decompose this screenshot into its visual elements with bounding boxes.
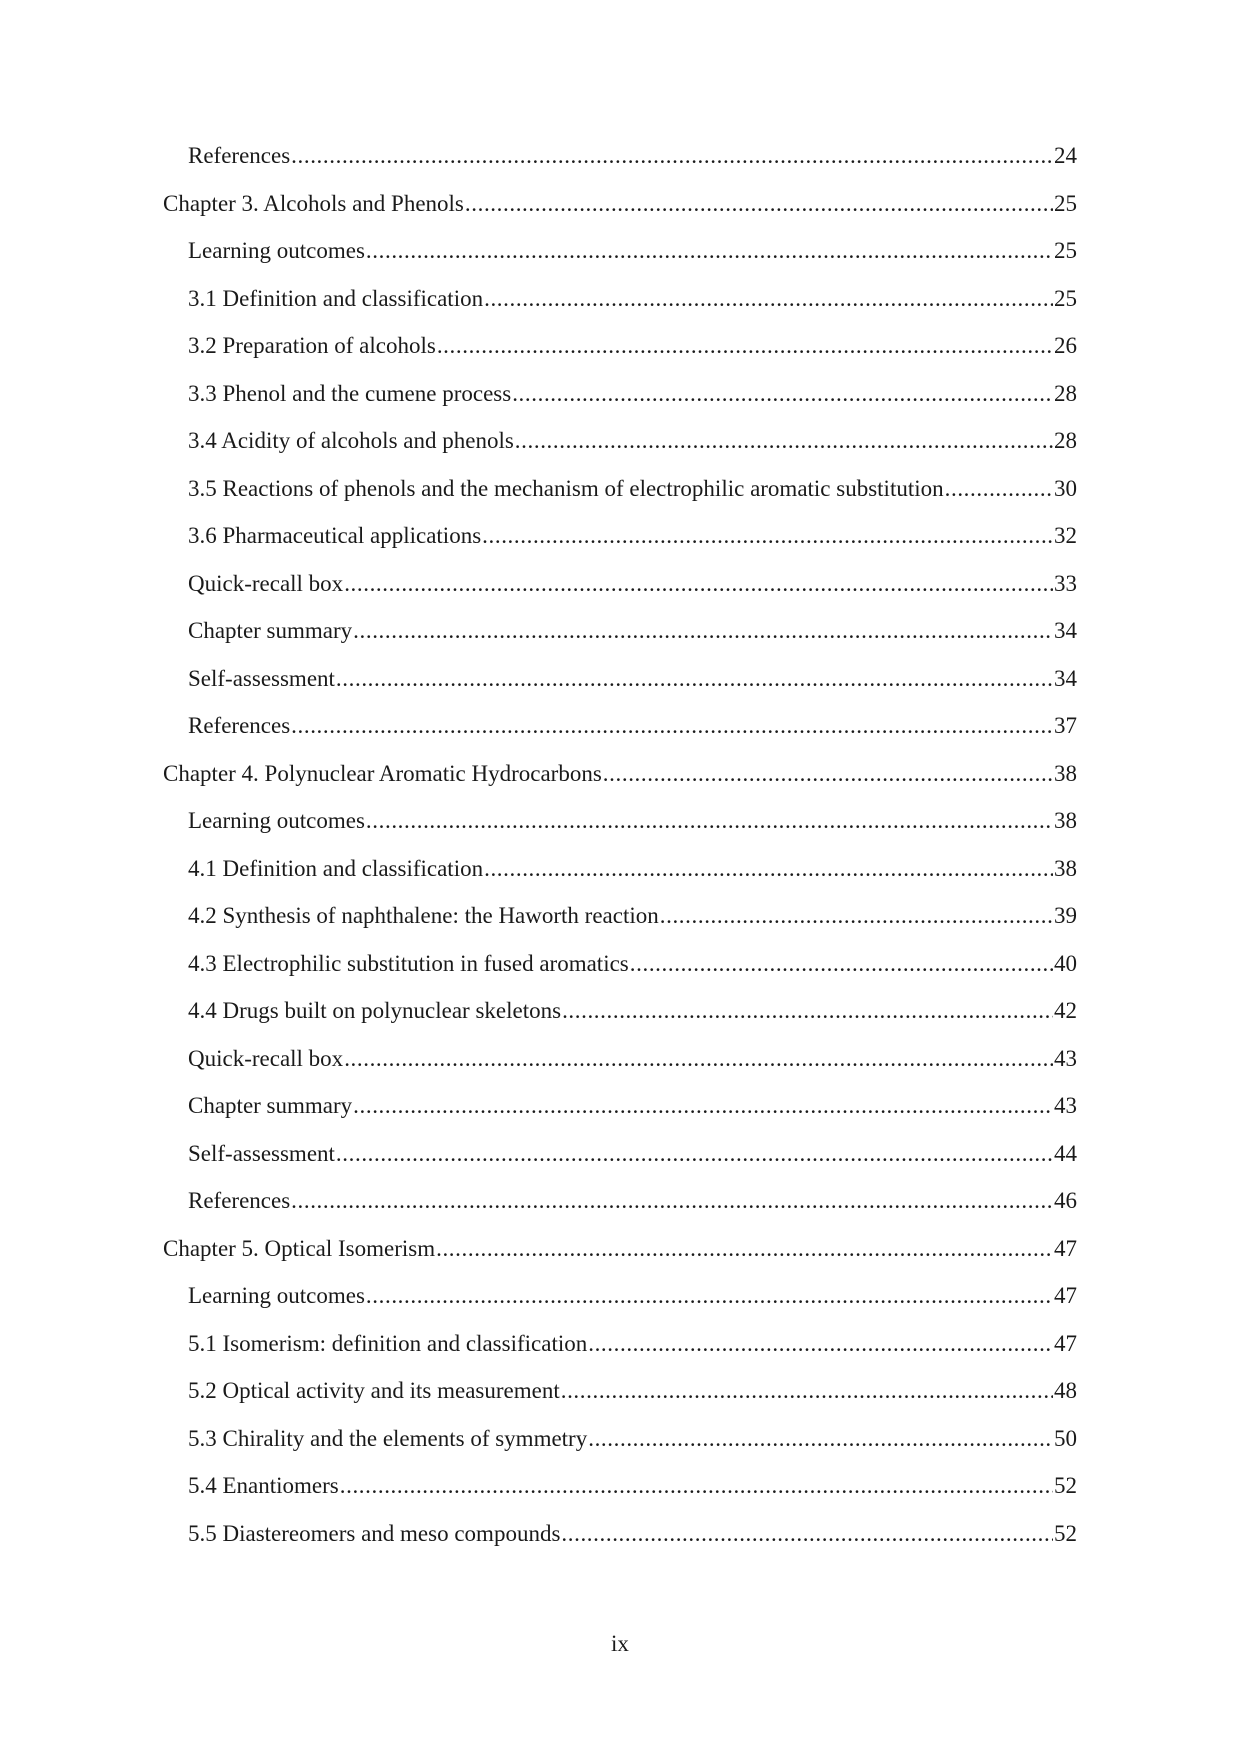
toc-entry-page-number: 47: [1054, 1330, 1077, 1356]
toc-entry[interactable]: [0, 1282, 1240, 1330]
toc-entry[interactable]: [0, 617, 1240, 665]
dot-leader: [340, 1472, 1053, 1500]
toc-chapter-entry[interactable]: [0, 190, 1240, 238]
dot-leader: [482, 522, 1053, 550]
toc-entry-title: 3.3 Phenol and the cumene process: [188, 380, 512, 406]
toc-entry[interactable]: [0, 1140, 1240, 1188]
toc-entry[interactable]: [0, 950, 1240, 998]
toc-entry-title: 4.4 Drugs built on polynuclear skeletons: [188, 998, 562, 1023]
toc-entry[interactable]: [0, 1472, 1240, 1520]
toc-entry-title: 3.6 Pharmaceutical applications: [188, 523, 482, 548]
toc-entry-line: [188, 1377, 1077, 1405]
toc-entry-line: [188, 237, 1077, 265]
toc-entry-page-number: 30: [1054, 475, 1077, 501]
toc-entry-page-number: 37: [1054, 713, 1077, 738]
toc-entry-line: [188, 1330, 1077, 1358]
toc-entry[interactable]: [0, 807, 1240, 855]
toc-entry-line: [163, 1235, 1077, 1263]
dot-leader: [291, 1187, 1053, 1215]
toc-entry-title: Chapter 4. Polynuclear Aromatic Hydrocarbons: [163, 760, 602, 786]
toc-entry-page-number: 40: [1054, 950, 1077, 976]
toc-entry-page-number: 38: [1054, 760, 1077, 786]
toc-entry[interactable]: [0, 1425, 1240, 1473]
toc-entry-title: 5.4 Enantiomers: [188, 1473, 339, 1498]
toc-entry-title: Learning outcomes: [188, 808, 365, 833]
toc-entry-page-number: 39: [1054, 903, 1077, 928]
toc-entry[interactable]: [0, 712, 1240, 760]
toc-entry-title: Chapter summary: [188, 618, 353, 643]
toc-entry[interactable]: [0, 142, 1240, 190]
dot-leader: [561, 1520, 1053, 1548]
toc-entry-line: [188, 1140, 1077, 1168]
toc-entry-page-number: 46: [1054, 1188, 1077, 1213]
toc-entry-title: References: [188, 143, 291, 168]
toc-entry-line: [188, 427, 1077, 455]
toc-entry-page-number: 34: [1054, 618, 1077, 643]
dot-leader: [366, 237, 1053, 265]
toc-entry-page-number: 42: [1054, 998, 1077, 1023]
toc-entry[interactable]: [0, 427, 1240, 475]
dot-leader: [353, 617, 1053, 645]
toc-entry-page-number: 25: [1054, 190, 1077, 216]
dot-leader: [561, 1377, 1053, 1405]
toc-entry-page-number: 24: [1054, 143, 1077, 168]
toc-entry[interactable]: [0, 522, 1240, 570]
dot-leader: [562, 997, 1053, 1025]
toc-entry-title: Chapter summary: [188, 1093, 353, 1118]
toc-entry-title: Chapter 5. Optical Isomerism: [163, 1235, 436, 1261]
toc-entry-title: Self-assessment: [188, 1140, 335, 1166]
toc-entry-line: [188, 712, 1077, 740]
page-number: ix: [611, 1631, 629, 1656]
table-of-contents: [0, 142, 1240, 1567]
toc-entry-page-number: 48: [1054, 1378, 1077, 1403]
toc-entry-title: 3.2 Preparation of alcohols: [188, 333, 436, 358]
dot-leader: [660, 902, 1053, 930]
dot-leader: [512, 380, 1053, 408]
toc-entry-line: [188, 332, 1077, 360]
toc-entry-title: 5.3 Chirality and the elements of symmetry: [188, 1425, 588, 1451]
dot-leader: [465, 190, 1053, 218]
toc-entry-title: Quick-recall box: [188, 570, 344, 596]
toc-entry[interactable]: [0, 902, 1240, 950]
toc-entry-page-number: 38: [1054, 855, 1077, 881]
toc-entry[interactable]: [0, 855, 1240, 903]
toc-entry-title: References: [188, 1188, 291, 1213]
toc-entry-page-number: 52: [1054, 1520, 1077, 1546]
toc-entry-page-number: 33: [1054, 570, 1077, 596]
toc-entry-title: 4.2 Synthesis of naphthalene: the Haworth reaction: [188, 903, 659, 928]
toc-entry-line: [188, 522, 1077, 550]
toc-entry-line: [188, 1187, 1077, 1215]
toc-entry-title: 4.1 Definition and classification: [188, 855, 484, 881]
toc-entry-line: [188, 1045, 1077, 1073]
toc-entry-line: [163, 760, 1077, 788]
toc-entry[interactable]: [0, 1330, 1240, 1378]
toc-entry-page-number: 28: [1054, 428, 1077, 453]
toc-entry-title: 5.1 Isomerism: definition and classification: [188, 1330, 588, 1356]
toc-entry[interactable]: [0, 1187, 1240, 1235]
toc-entry-line: [188, 617, 1077, 645]
dot-leader: [588, 1425, 1053, 1453]
dot-leader: [291, 712, 1053, 740]
toc-chapter-entry[interactable]: [0, 1235, 1240, 1283]
dot-leader: [366, 807, 1053, 835]
toc-entry-line: [188, 997, 1077, 1025]
dot-leader: [336, 665, 1053, 693]
toc-entry[interactable]: [0, 380, 1240, 428]
dot-leader: [344, 570, 1053, 598]
toc-entry-title: Quick-recall box: [188, 1045, 344, 1071]
toc-entry-page-number: 44: [1054, 1140, 1077, 1166]
dot-leader: [344, 1045, 1053, 1073]
toc-entry-page-number: 47: [1054, 1283, 1077, 1308]
toc-entry-line: [188, 570, 1077, 598]
toc-entry-line: [188, 475, 1077, 503]
toc-entry[interactable]: [0, 1092, 1240, 1140]
toc-entry-page-number: 26: [1054, 333, 1077, 358]
toc-entry-page-number: 52: [1054, 1473, 1077, 1498]
dot-leader: [437, 332, 1053, 360]
dot-leader: [366, 1282, 1053, 1310]
toc-chapter-entry[interactable]: [0, 760, 1240, 808]
toc-entry[interactable]: [0, 332, 1240, 380]
toc-entry[interactable]: [0, 997, 1240, 1045]
toc-entry-title: 4.3 Electrophilic substitution in fused aromatics: [188, 950, 629, 976]
toc-entry-title: Self-assessment: [188, 665, 335, 691]
toc-entry-line: [188, 855, 1077, 883]
toc-entry[interactable]: [0, 1377, 1240, 1425]
toc-entry-line: [188, 142, 1077, 170]
dot-leader: [630, 950, 1053, 978]
toc-entry-page-number: 43: [1054, 1093, 1077, 1118]
toc-entry-page-number: 38: [1054, 808, 1077, 833]
toc-entry[interactable]: [0, 570, 1240, 618]
toc-entry-page-number: 43: [1054, 1045, 1077, 1071]
dot-leader: [291, 142, 1053, 170]
dot-leader: [945, 475, 1053, 503]
toc-entry[interactable]: [0, 1520, 1240, 1568]
toc-entry[interactable]: [0, 665, 1240, 713]
dot-leader: [515, 427, 1053, 455]
dot-leader: [603, 760, 1053, 788]
toc-entry-title: References: [188, 713, 291, 738]
toc-entry-line: [188, 380, 1077, 408]
toc-entry[interactable]: [0, 475, 1240, 523]
toc-entry-page-number: 34: [1054, 665, 1077, 691]
toc-entry-title: 3.5 Reactions of phenols and the mechanism of electrophilic aromatic substitution: [188, 475, 944, 501]
toc-entry-page-number: 47: [1054, 1235, 1077, 1261]
toc-entry-title: Learning outcomes: [188, 238, 365, 263]
dot-leader: [336, 1140, 1053, 1168]
toc-entry-line: [188, 665, 1077, 693]
toc-entry-line: [163, 190, 1077, 218]
toc-entry-page-number: 32: [1054, 523, 1077, 548]
toc-entry-title: 5.5 Diastereomers and meso compounds: [188, 1520, 561, 1546]
toc-entry-line: [188, 1282, 1077, 1310]
toc-entry-line: [188, 1472, 1077, 1500]
toc-entry-line: [188, 285, 1077, 313]
toc-entry-page-number: 50: [1054, 1425, 1077, 1451]
toc-entry[interactable]: [0, 285, 1240, 333]
toc-entry-line: [188, 902, 1077, 930]
dot-leader: [436, 1235, 1053, 1263]
toc-entry-page-number: 25: [1054, 285, 1077, 311]
dot-leader: [484, 855, 1053, 883]
toc-entry-line: [188, 807, 1077, 835]
toc-entry[interactable]: [0, 237, 1240, 285]
toc-entry[interactable]: [0, 1045, 1240, 1093]
toc-entry-title: 3.1 Definition and classification: [188, 285, 484, 311]
dot-leader: [588, 1330, 1053, 1358]
toc-entry-page-number: 25: [1054, 238, 1077, 263]
toc-entry-page-number: 28: [1054, 380, 1077, 406]
toc-entry-line: [188, 1425, 1077, 1453]
toc-entry-line: [188, 1520, 1077, 1548]
toc-entry-title: Learning outcomes: [188, 1283, 365, 1308]
toc-entry-title: 5.2 Optical activity and its measurement: [188, 1378, 560, 1403]
toc-entry-title: 3.4 Acidity of alcohols and phenols: [188, 428, 514, 453]
dot-leader: [353, 1092, 1053, 1120]
toc-entry-line: [188, 950, 1077, 978]
toc-entry-line: [188, 1092, 1077, 1120]
dot-leader: [484, 285, 1053, 313]
toc-entry-title: Chapter 3. Alcohols and Phenols: [163, 190, 464, 216]
